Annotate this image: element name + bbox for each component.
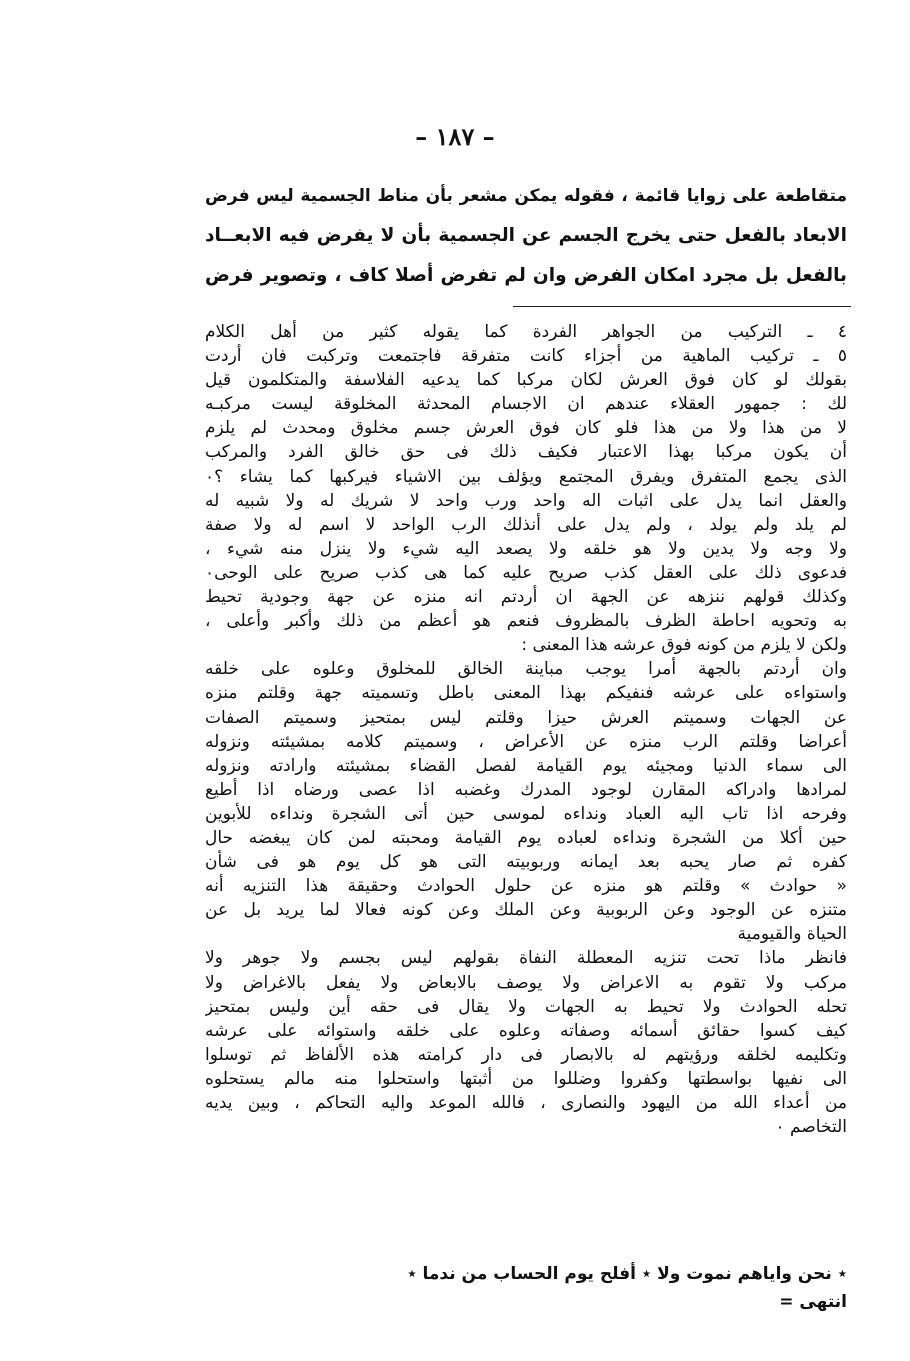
main-text-block — [205, 176, 847, 296]
note-line: الذى يجمع المتفرق ويفرق المجتمع ويؤلف بين الاشياء فيركبها كما يشاء ؟٠ — [205, 466, 847, 487]
note-line: الى نفيها بواسطتها وكفروا وضللوا من أثبتها واستحلوا منه مالم يستحلوه — [205, 1068, 847, 1089]
note-line: أعراضا وقلتم الرب منزه عن الأعراض ، وسميتم كلامه بمشيئته ونزوله — [205, 731, 847, 752]
note-line: لم يلد ولم يولد ، ولم يدل على أنذلك الرب الواحد لا اسم له ولا صفة — [205, 514, 847, 535]
note-line: الى سماء الدنيا ومجيئه يوم القيامة لفصل القضاء بمشيئته وارادته ونزوله — [205, 755, 847, 776]
note-line: تحله الحوادث ولا تحيط به الجهات ولا يقال فى حقه أين وليس بمتحيز — [205, 996, 847, 1017]
verse-line: ٭ نحن واياهم نموت ولا ٭ أفلح يوم الحساب من ندما ٭ — [407, 1264, 847, 1284]
notes-block — [205, 320, 847, 1139]
note-line: التخاصم ٠ — [775, 1117, 847, 1138]
note-line: من أعداء الله من اليهود والنصارى ، فالله الموعد واليه التحاكم ، وبين يديه — [205, 1093, 847, 1113]
footnote-separator — [513, 306, 851, 307]
ending-mark: انتهى = — [779, 1292, 847, 1312]
main-line: الابعاد بالفعل حتى يخرج الجسم عن الجسمية بأن لا يفرض فيه الابعــاد — [205, 225, 847, 246]
note-line: بقولك لو كان فوق العرش لكان مركبا كما يدعيه الفلاسفة والمتكلمون قيل — [205, 370, 847, 391]
note-line: ٥ ـ تركيب الماهية من أجزاء كانت متفرقة فاجتمعت وتركبت فان أردت — [205, 346, 847, 367]
note-line: وكذلك قولهم ننزهه عن الجهة ان أردتم انه منزه عن جهة وجودية تحيط — [205, 587, 847, 608]
note-line: عن الجهات وسميتم العرش حيزا وقلتم ليس بمتحيز وسميتم الصفات — [205, 707, 847, 728]
note-line: لا من هذا ولا من هذا فلو كان فوق العرش جسم مخلوق ومحدث لم يلزم — [205, 418, 847, 439]
note-line: وان أردتم بالجهة أمرا يوجب مباينة الخالق للمخلوق وعلوه على خلقه — [205, 659, 847, 680]
note-line: متنزه عن الوجود وعن الربوبية وعن الملك وعن كونه فعالا لما يريد بل عن — [205, 900, 847, 921]
note-line: واستواءه على عرشه فنفيكم بهذا المعنى باطل وتسميته جهة وقلتم منزه — [205, 683, 847, 704]
closing-verse — [320, 1260, 847, 1316]
main-line: بالفعل بل مجرد امكان الفرض وان لم تفرض أصلا كاف ، وتصوير فرض — [205, 265, 847, 286]
note-line: فدعوى ذلك على العقل كذب صريح عليه كما هى كذب صريح على الوحى٠ — [205, 562, 847, 583]
note-line: مركب ولا تقوم به الاعراض ولا يوصف بالابعاض ولا يفعل بالاغراض ولا — [205, 972, 847, 993]
note-line: والعقل انما يدل على اثبات اله واحد ورب واحد لا شريك له ولا شبيه له — [205, 490, 847, 511]
note-line: الحياة والقيومية — [737, 924, 847, 945]
note-line: أن يكون مركبا بهذا الاعتبار فكيف ذلك فى حق خالق الفرد والمركب — [205, 442, 847, 463]
note-line: كفره ثم صار يحبه بعد ايمانه وربوبيته التى هو كل يوم هو فى شأن — [205, 852, 847, 873]
note-line: وتكليمه لخلقه ورؤيتهم له بالابصار فى دار كرامته هذه الألفاظ ثم توسلوا — [205, 1044, 847, 1065]
note-line: فانظر ماذا تحت تنزيه المعطلة النفاة بقولهم ليس بجسم ولا جوهر ولا — [205, 948, 847, 969]
page-number: – ١٨٧ – — [415, 122, 495, 151]
note-line: لك : جمهور العقلاء عندهم ان الاجسام المحدثة المخلوقة ليست مركبـه — [205, 394, 847, 415]
note-line: به وتحويه احاطة الظرف بالمظروف فنعم هو أعظم من ذلك وأكبر وأعلى ، — [205, 611, 847, 632]
note-line: كيف كسوا حقائق أسمائه وصفاته وعلوه على خلقه واستوائه على عرشه — [205, 1020, 847, 1041]
note-line: لمرادها وادراكه المقارن لوجود المدرك وغضبه اذا عصى ورضاه اذا أطيع — [205, 779, 847, 800]
note-line: ولا وجه ولا يدين ولا هو خلقه ولا يصعد اليه شيء ولا ينزل منه شيء ، — [205, 538, 847, 559]
note-line: ولكن لا يلزم من كونه فوق عرشه هذا المعنى : — [521, 635, 847, 656]
note-line: حين أكلا من الشجرة ونداءه لعباده يوم القيامة ومحبته لمن كان يبغضه حال — [205, 827, 847, 848]
note-line: وفرحه اذا تاب اليه العباد ونداءه لموسى حين أتى الشجرة ونداءه للأبوين — [205, 803, 847, 824]
note-line: « حوادث » وقلتم هو منزه عن حلول الحوادث وحقيقة هذا التنزيه أنه — [205, 876, 847, 897]
main-line: متقاطعة على زوايا قائمة ، فقوله يمكن مشعر بأن مناط الجسمية ليس فرض — [205, 186, 847, 206]
note-line: ٤ ـ التركيب من الجواهر الفردة كما يقوله كثير من أهل الكلام — [205, 322, 847, 342]
